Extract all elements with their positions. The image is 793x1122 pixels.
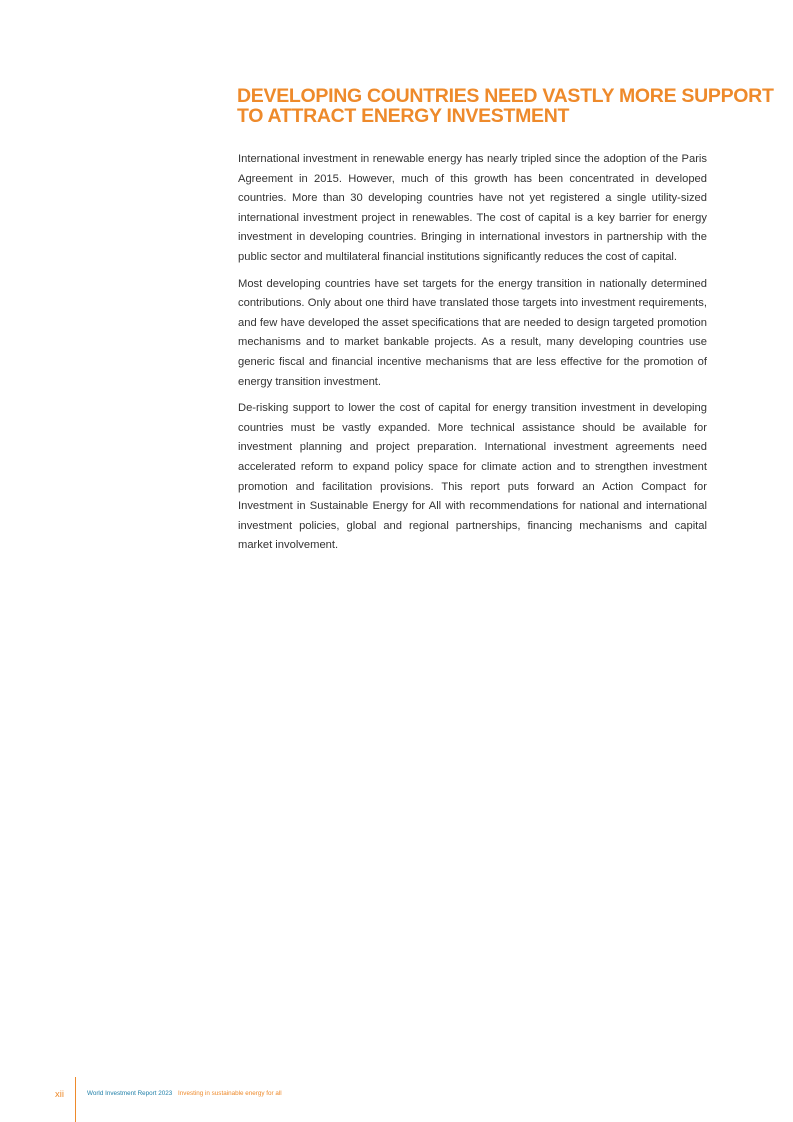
paragraph-1: International investment in renewable energy has nearly tripled since the adoption of the Paris Agreement in 2015. However, much of this growth has been concentrated in developed countries. More than 30 developing countries have not yet registered a single utility-sized international investment project in renewables. The cost of capital is a key barrier for energy investment in developing countries. Bringing in international investors in partnership with the public sector and multilateral financial institutions significantly reduces the cost of capital. (238, 153, 707, 263)
page-number: xii (55, 1089, 64, 1100)
footer-report-title: World Investment Report 2023 (87, 1090, 173, 1097)
section-heading (237, 85, 774, 127)
section-heading-line-1: DEVELOPING COUNTRIES NEED VASTLY MORE SUPPORT (237, 85, 774, 107)
running-footer (87, 1089, 282, 1098)
paragraph-3: De-risking support to lower the cost of capital for energy transition investment in developing countries must be vastly expanded. More technical assistance should be available for investment planning and project preparation. International investment agreements need accelerated reform to expand policy space for climate action and to strengthen investment promotion and facilitation provisions. This report puts forward an Action Compact for Investment in Sustainable Energy for All with recommendations for national and international investment policies, global and regional partnerships, financing mechanisms and capital market involvement. (238, 402, 707, 552)
body-text (238, 150, 707, 563)
paragraph-2: Most developing countries have set targets for the energy transition in nationally determined contributions. Only about one third have translated those targets into investment requirements, and few have developed the asset specifications that are needed to design targeted promotion mechanisms and to market bankable projects. As a result, many developing countries use generic fiscal and financial incentive mechanisms that are less effective for the promotion of energy transition investment. (238, 277, 707, 388)
footer-report-subtitle: Investing in sustainable energy for all (178, 1090, 282, 1097)
footer-divider (75, 1077, 76, 1122)
section-heading-line-2: TO ATTRACT ENERGY INVESTMENT (237, 105, 570, 127)
